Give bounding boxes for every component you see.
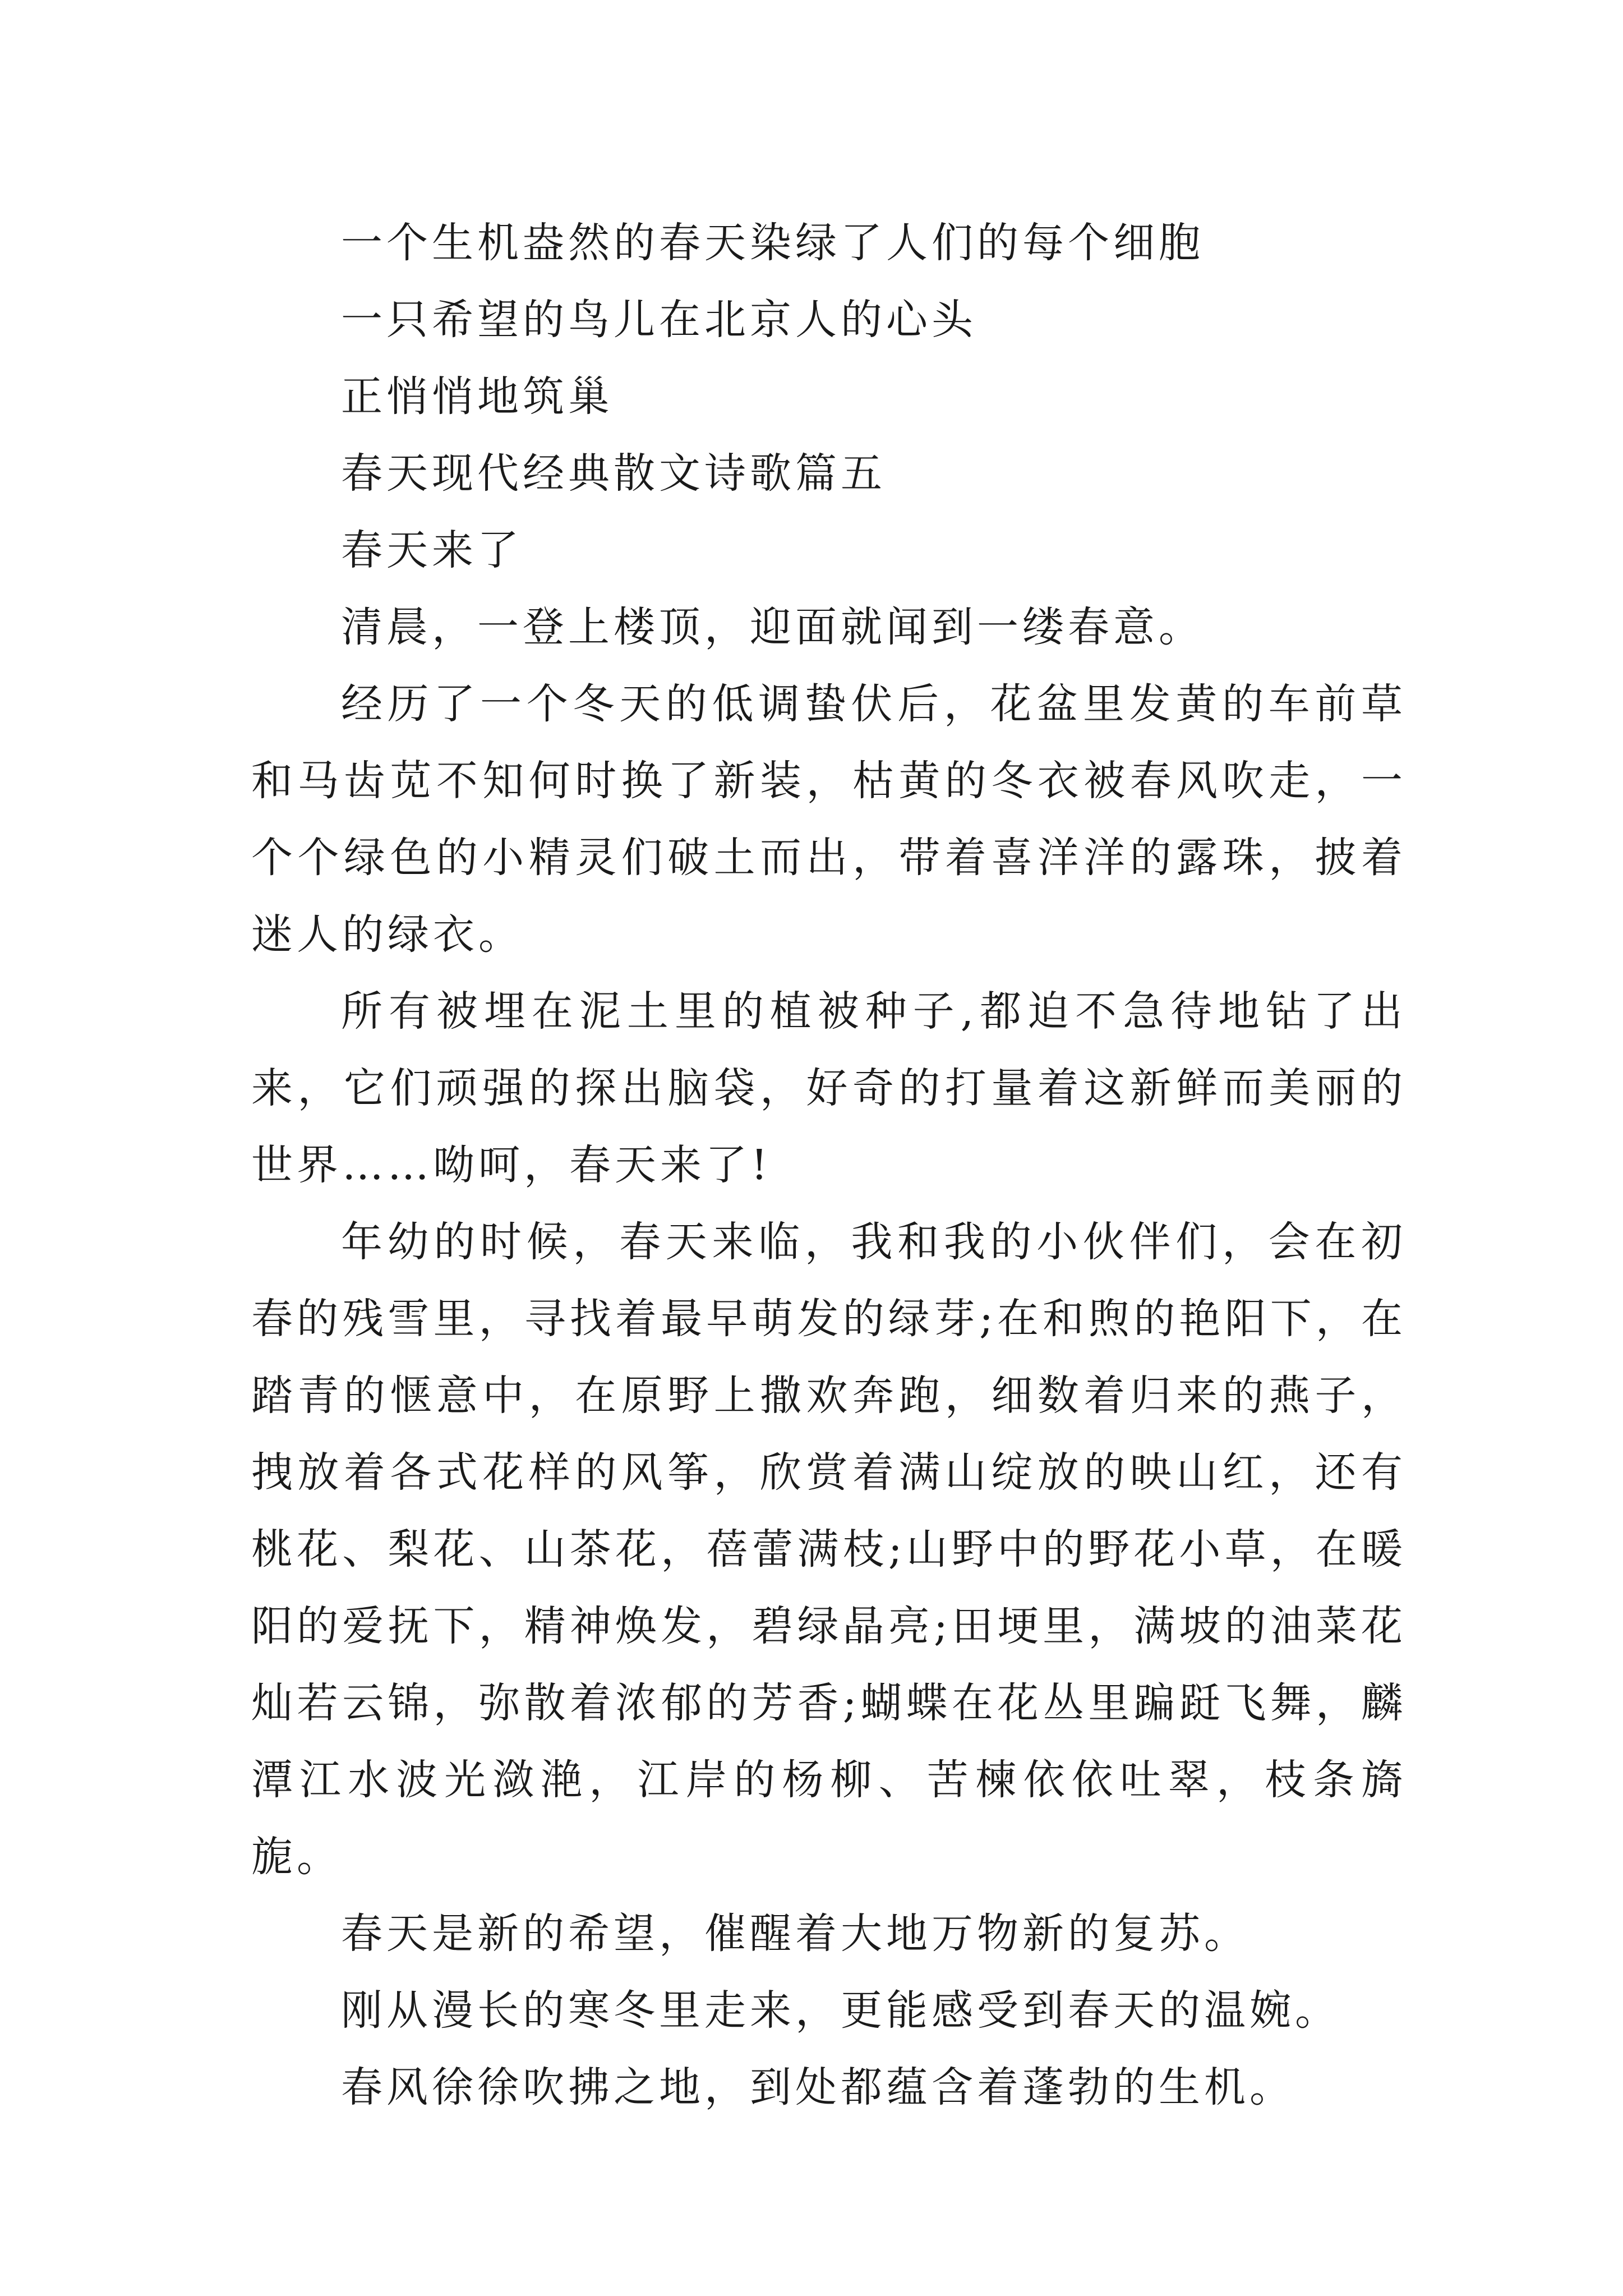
paragraph: 正悄悄地筑巢: [341, 372, 614, 421]
paragraph: 年幼的时候，春天来临，我和我的小伙伴们，会在初春的残雪里，寻找着最早萌发的绿芽;在和煦的艳阳下，在踏青的惬意中，在原野上撒欢奔跑，细数着归来的燕子，拽放着各式花样的风筝，欣赏着满山绽放的映山红，还有桃花、梨花、山茶花，蓓蕾满枝;山野中的野花小草，在暖阳的爱抚下，精神焕发，碧绿晶亮;田埂里，满坡的油菜花灿若云锦，弥散着浓郁的芳香;蝴蝶在花丛里蹁跹飞舞，麟潭江水波光潋滟，江岸的杨柳、苦楝依依吐翠，枝条旖旎。: [251, 1218, 1407, 1881]
document-body: [251, 205, 1407, 2126]
paragraph: 一个生机盎然的春天染绿了人们的每个细胞: [341, 219, 1204, 267]
paragraph: 所有被埋在泥土里的植被种子,都迫不急待地钻了出来，它们顽强的探出脑袋，好奇的打量着这新鲜而美丽的世界……呦呵，春天来了!: [251, 987, 1407, 1189]
paragraph: 经历了一个冬天的低调蛰伏后，花盆里发黄的车前草和马齿苋不知何时换了新装，枯黄的冬衣被春风吹走，一个个绿色的小精灵们破土而出，带着喜洋洋的露珠，披着迷人的绿衣。: [251, 680, 1407, 959]
paragraph: 春天是新的希望，催醒着大地万物新的复苏。: [341, 1910, 1249, 1958]
paragraph: 春风徐徐吹拂之地，到处都蕴含着蓬勃的生机。: [341, 2063, 1295, 2111]
poem-title: 春天来了: [341, 526, 523, 574]
section-title: 春天现代经典散文诗歌篇五: [341, 449, 886, 498]
paragraph: 一只希望的鸟儿在北京人的心头: [341, 296, 977, 344]
paragraph: 刚从漫长的寒冬里走来，更能感受到春天的温婉。: [341, 1986, 1340, 2035]
paragraph: 清晨，一登上楼顶，迎面就闻到一缕春意。: [341, 603, 1204, 651]
